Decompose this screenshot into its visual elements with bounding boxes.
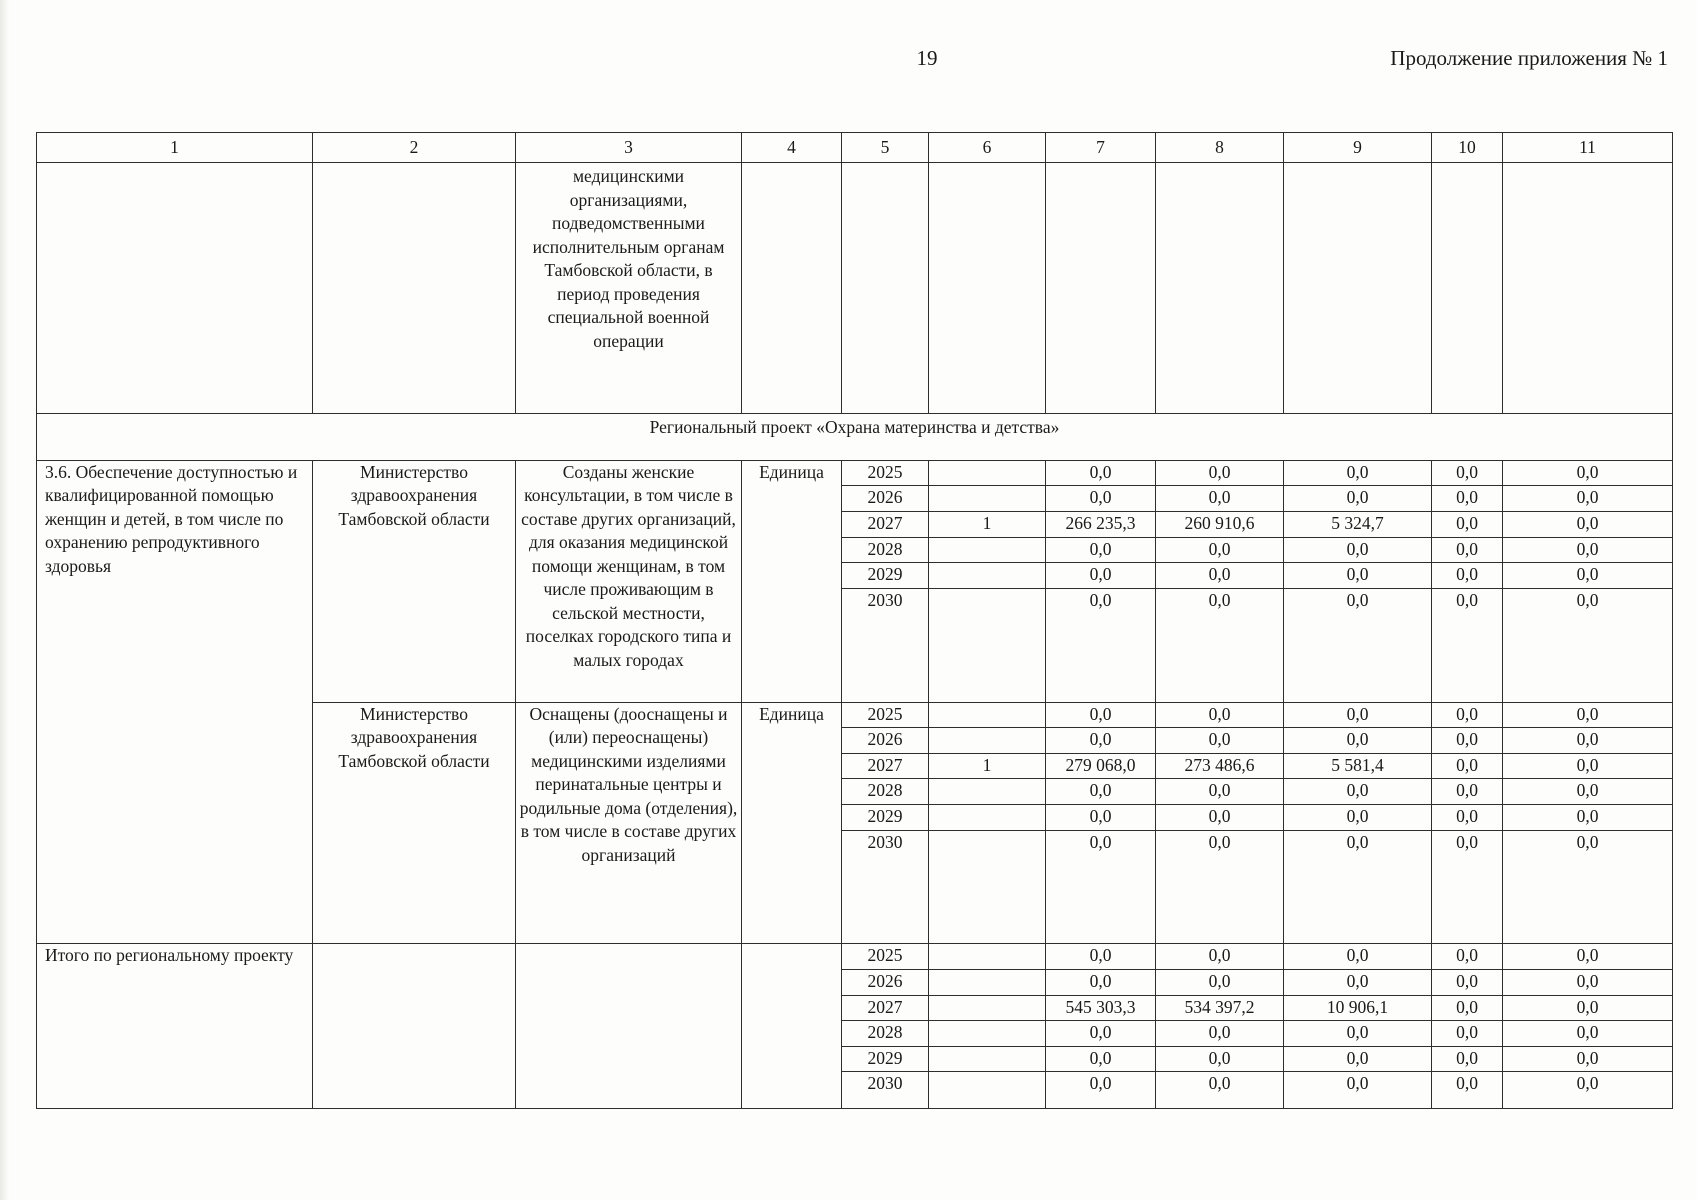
year-cell: 2027: [842, 753, 929, 779]
target-value-cell: [929, 563, 1046, 589]
total-label: Итого по региональному проекту: [37, 944, 313, 1109]
year-cell: 2025: [842, 944, 929, 970]
target-value-cell: [929, 702, 1046, 728]
target-value-cell: [929, 460, 1046, 486]
federal-budget-cell: 0,0: [1156, 486, 1284, 512]
cell-empty: [516, 944, 742, 1109]
total-funding-cell: 0,0: [1046, 1046, 1156, 1072]
section-title: Региональный проект «Охрана материнства и детства»: [37, 413, 1673, 460]
column-number: 1: [37, 133, 313, 163]
executor-cell: Министерство здравоохранения Тамбовской области: [313, 702, 516, 944]
column-number: 7: [1046, 133, 1156, 163]
total-funding-cell: 0,0: [1046, 460, 1156, 486]
local-budget-cell: 0,0: [1432, 728, 1503, 754]
regional-budget-cell: 0,0: [1284, 970, 1432, 996]
year-cell: 2029: [842, 563, 929, 589]
extrabudget-cell: 0,0: [1503, 1072, 1673, 1109]
year-cell: 2030: [842, 830, 929, 944]
extrabudget-cell: 0,0: [1503, 753, 1673, 779]
column-number: 6: [929, 133, 1046, 163]
target-value-cell: [929, 1046, 1046, 1072]
target-value-cell: [929, 486, 1046, 512]
extrabudget-cell: 0,0: [1503, 486, 1673, 512]
year-cell: 2025: [842, 702, 929, 728]
federal-budget-cell: 0,0: [1156, 588, 1284, 702]
federal-budget-cell: 0,0: [1156, 944, 1284, 970]
extrabudget-cell: 0,0: [1503, 1046, 1673, 1072]
cell-empty: [313, 944, 516, 1109]
year-cell: 2026: [842, 970, 929, 996]
target-value-cell: [929, 944, 1046, 970]
appendix-continuation-label: Продолжение приложения № 1: [1390, 46, 1668, 70]
target-value-cell: 1: [929, 753, 1046, 779]
regional-budget-cell: 0,0: [1284, 537, 1432, 563]
year-cell: 2029: [842, 804, 929, 830]
total-funding-cell: 0,0: [1046, 588, 1156, 702]
extrabudget-cell: 0,0: [1503, 970, 1673, 996]
cell-empty: [1046, 163, 1156, 414]
cell-empty: [1503, 163, 1673, 414]
table-row: [37, 460, 1673, 486]
extrabudget-cell: 0,0: [1503, 995, 1673, 1021]
regional-budget-cell: 0,0: [1284, 702, 1432, 728]
regional-budget-cell: 5 581,4: [1284, 753, 1432, 779]
federal-budget-cell: 534 397,2: [1156, 995, 1284, 1021]
federal-budget-cell: 0,0: [1156, 1046, 1284, 1072]
total-funding-cell: 279 068,0: [1046, 753, 1156, 779]
regional-budget-cell: 0,0: [1284, 563, 1432, 589]
result-cell: Оснащены (дооснащены и (или) переоснащены) медицинскими изделиями перинатальные центры и родильные дома (отделения), в том числе в составе других организаций: [516, 702, 742, 944]
extrabudget-cell: 0,0: [1503, 944, 1673, 970]
year-cell: 2028: [842, 537, 929, 563]
local-budget-cell: 0,0: [1432, 970, 1503, 996]
table-header: [37, 133, 1673, 163]
column-number: 8: [1156, 133, 1284, 163]
local-budget-cell: 0,0: [1432, 1046, 1503, 1072]
total-funding-cell: 0,0: [1046, 804, 1156, 830]
year-cell: 2026: [842, 486, 929, 512]
local-budget-cell: 0,0: [1432, 702, 1503, 728]
scan-edge: [0, 0, 9, 1200]
table-body: [37, 163, 1673, 1109]
year-cell: 2026: [842, 728, 929, 754]
regional-budget-cell: 10 906,1: [1284, 995, 1432, 1021]
total-funding-cell: 0,0: [1046, 563, 1156, 589]
year-cell: 2030: [842, 588, 929, 702]
regional-budget-cell: 0,0: [1284, 486, 1432, 512]
regional-budget-cell: 0,0: [1284, 804, 1432, 830]
cell-empty: [313, 163, 516, 414]
total-funding-cell: 0,0: [1046, 1072, 1156, 1109]
cell-empty: [37, 163, 313, 414]
column-number: 5: [842, 133, 929, 163]
target-value-cell: 1: [929, 511, 1046, 537]
column-number-row: [37, 133, 1673, 163]
extrabudget-cell: 0,0: [1503, 1021, 1673, 1047]
target-value-cell: [929, 804, 1046, 830]
year-cell: 2027: [842, 511, 929, 537]
federal-budget-cell: 0,0: [1156, 779, 1284, 805]
regional-budget-cell: 0,0: [1284, 460, 1432, 486]
column-number: 10: [1432, 133, 1503, 163]
federal-budget-cell: 0,0: [1156, 1072, 1284, 1109]
local-budget-cell: 0,0: [1432, 1072, 1503, 1109]
regional-budget-cell: 0,0: [1284, 830, 1432, 944]
continued-result-text: медицинскими организациями, подведомственными исполнительным органам Тамбовской области, в период проведения специальной военной операции: [516, 163, 742, 414]
local-budget-cell: 0,0: [1432, 460, 1503, 486]
result-cell: Созданы женские консультации, в том числе в составе других организаций, для оказания медицинской помощи женщинам, в том числе проживающим в сельской местности, поселках городского типа и малых городах: [516, 460, 742, 702]
regional-budget-cell: 0,0: [1284, 1046, 1432, 1072]
local-budget-cell: 0,0: [1432, 753, 1503, 779]
local-budget-cell: 0,0: [1432, 779, 1503, 805]
total-row: [37, 944, 1673, 970]
regional-budget-cell: 5 324,7: [1284, 511, 1432, 537]
federal-budget-cell: 0,0: [1156, 702, 1284, 728]
target-value-cell: [929, 970, 1046, 996]
local-budget-cell: 0,0: [1432, 588, 1503, 702]
extrabudget-cell: 0,0: [1503, 779, 1673, 805]
cell-empty: [1284, 163, 1432, 414]
target-value-cell: [929, 995, 1046, 1021]
local-budget-cell: 0,0: [1432, 944, 1503, 970]
cell-empty: [1432, 163, 1503, 414]
column-number: 2: [313, 133, 516, 163]
regional-budget-cell: 0,0: [1284, 1021, 1432, 1047]
extrabudget-cell: 0,0: [1503, 537, 1673, 563]
local-budget-cell: 0,0: [1432, 995, 1503, 1021]
regional-budget-cell: 0,0: [1284, 1072, 1432, 1109]
column-number: 11: [1503, 133, 1673, 163]
local-budget-cell: 0,0: [1432, 563, 1503, 589]
cell-empty: [742, 163, 842, 414]
federal-budget-cell: 0,0: [1156, 728, 1284, 754]
year-cell: 2029: [842, 1046, 929, 1072]
extrabudget-cell: 0,0: [1503, 728, 1673, 754]
target-value-cell: [929, 1021, 1046, 1047]
local-budget-cell: 0,0: [1432, 537, 1503, 563]
federal-budget-cell: 260 910,6: [1156, 511, 1284, 537]
appendix-table: [36, 132, 1673, 1109]
year-cell: 2028: [842, 779, 929, 805]
local-budget-cell: 0,0: [1432, 486, 1503, 512]
total-funding-cell: 0,0: [1046, 486, 1156, 512]
target-value-cell: [929, 537, 1046, 563]
column-number: 3: [516, 133, 742, 163]
federal-budget-cell: 0,0: [1156, 537, 1284, 563]
cell-empty: [929, 163, 1046, 414]
cell-empty: [842, 163, 929, 414]
federal-budget-cell: 0,0: [1156, 830, 1284, 944]
total-funding-cell: 0,0: [1046, 1021, 1156, 1047]
target-value-cell: [929, 779, 1046, 805]
target-value-cell: [929, 588, 1046, 702]
federal-budget-cell: 273 486,6: [1156, 753, 1284, 779]
target-value-cell: [929, 728, 1046, 754]
regional-budget-cell: 0,0: [1284, 728, 1432, 754]
task-name: 3.6. Обеспечение доступностью и квалифицированной помощью женщин и детей, в том числе по охранению репродуктивного здоровья: [37, 460, 313, 944]
local-budget-cell: 0,0: [1432, 830, 1503, 944]
federal-budget-cell: 0,0: [1156, 460, 1284, 486]
section-row: [37, 413, 1673, 460]
executor-cell: Министерство здравоохранения Тамбовской области: [313, 460, 516, 702]
federal-budget-cell: 0,0: [1156, 1021, 1284, 1047]
federal-budget-cell: 0,0: [1156, 563, 1284, 589]
extrabudget-cell: 0,0: [1503, 563, 1673, 589]
total-funding-cell: 545 303,3: [1046, 995, 1156, 1021]
unit-cell: Единица: [742, 702, 842, 944]
total-funding-cell: 0,0: [1046, 970, 1156, 996]
year-cell: 2028: [842, 1021, 929, 1047]
total-funding-cell: 0,0: [1046, 702, 1156, 728]
year-cell: 2025: [842, 460, 929, 486]
total-funding-cell: 0,0: [1046, 779, 1156, 805]
regional-budget-cell: 0,0: [1284, 779, 1432, 805]
extrabudget-cell: 0,0: [1503, 511, 1673, 537]
year-cell: 2030: [842, 1072, 929, 1109]
page-number: 19: [916, 46, 938, 70]
regional-budget-cell: 0,0: [1284, 588, 1432, 702]
total-funding-cell: 0,0: [1046, 830, 1156, 944]
extrabudget-cell: 0,0: [1503, 804, 1673, 830]
total-funding-cell: 266 235,3: [1046, 511, 1156, 537]
total-funding-cell: 0,0: [1046, 728, 1156, 754]
federal-budget-cell: 0,0: [1156, 970, 1284, 996]
year-cell: 2027: [842, 995, 929, 1021]
column-number: 9: [1284, 133, 1432, 163]
extrabudget-cell: 0,0: [1503, 830, 1673, 944]
total-funding-cell: 0,0: [1046, 537, 1156, 563]
extrabudget-cell: 0,0: [1503, 702, 1673, 728]
regional-budget-cell: 0,0: [1284, 944, 1432, 970]
target-value-cell: [929, 1072, 1046, 1109]
column-number: 4: [742, 133, 842, 163]
total-funding-cell: 0,0: [1046, 944, 1156, 970]
local-budget-cell: 0,0: [1432, 1021, 1503, 1047]
extrabudget-cell: 0,0: [1503, 588, 1673, 702]
extrabudget-cell: 0,0: [1503, 460, 1673, 486]
unit-cell: Единица: [742, 460, 842, 702]
target-value-cell: [929, 830, 1046, 944]
cell-empty: [742, 944, 842, 1109]
continued-row: [37, 163, 1673, 414]
local-budget-cell: 0,0: [1432, 511, 1503, 537]
federal-budget-cell: 0,0: [1156, 804, 1284, 830]
cell-empty: [1156, 163, 1284, 414]
local-budget-cell: 0,0: [1432, 804, 1503, 830]
